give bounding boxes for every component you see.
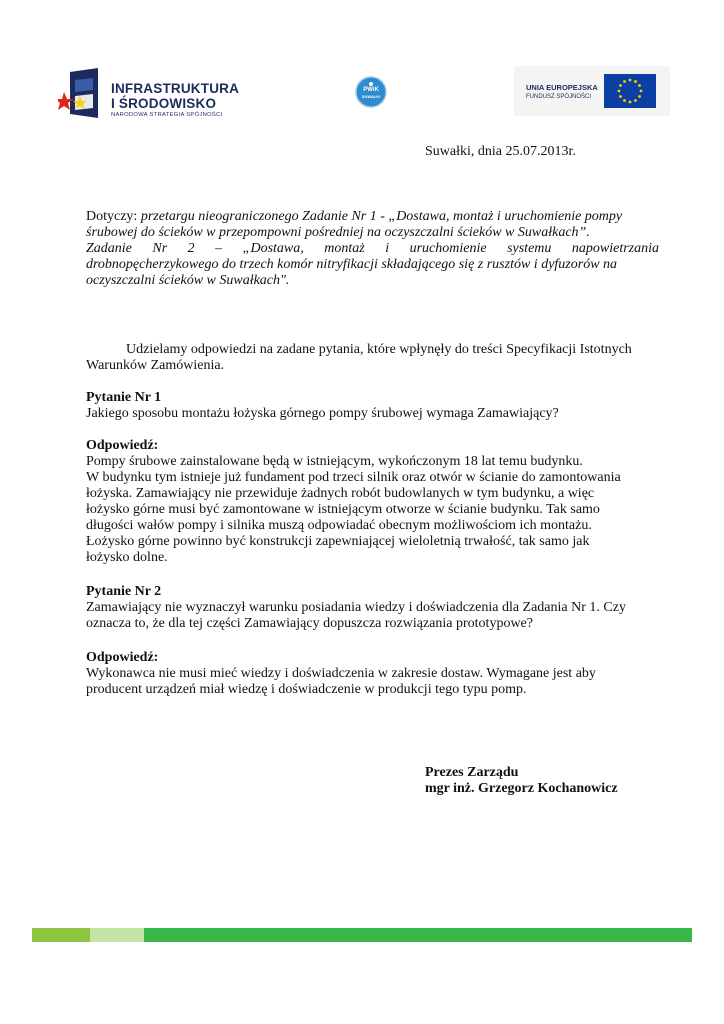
- footer-bar-middle: [90, 928, 144, 942]
- flag-star-icon: [58, 66, 108, 122]
- eu-star: [629, 79, 632, 82]
- eu-star: [629, 101, 632, 104]
- eu-star: [619, 95, 622, 98]
- subject-line-2: śrubowej do ścieków w przepompowni pośredniej na oczyszczalni ścieków w Suwałkach”.: [86, 225, 590, 240]
- signature-name: mgr inż. Grzegorz Kochanowicz: [425, 781, 618, 796]
- logo-unia-europejska: [514, 66, 670, 116]
- intro-line-2: Warunków Zamówienia.: [86, 358, 225, 373]
- eu-flag-icon: [604, 74, 656, 108]
- subject-prefix: Dotyczy:: [86, 209, 141, 224]
- intro-line-1: Udzielamy odpowiedzi na zadane pytania, które wpłynęły do treści Specyfikacji Istotnych: [126, 342, 632, 357]
- subject-line-1: [86, 209, 640, 226]
- question-1-heading: Pytanie Nr 1: [86, 390, 162, 405]
- eu-star: [634, 99, 637, 102]
- answer-2-line-2: producent urządzeń miał wiedzę i doświadczenie w produkcji tego typu pomp.: [86, 682, 527, 697]
- eu-star: [638, 84, 641, 87]
- footer-bar-left: [32, 928, 90, 942]
- question-1-text: Jakiego sposobu montażu łożyska górnego pompy śrubowej wymaga Zamawiający?: [86, 406, 559, 421]
- answer-1-heading: Odpowiedź:: [86, 438, 159, 453]
- eu-star: [623, 99, 626, 102]
- answer-1-line-4: łożysko górne musi być zamontowane w istniejącym otworze w ścianie budynku. Tak samo: [86, 502, 600, 517]
- answer-1-line-5: długości wałów pompy i silnika muszą odpowiadać obecnym możliwościom ich montażu.: [86, 518, 592, 533]
- footer-bar-right: [144, 928, 692, 942]
- logo-right-line2: FUNDUSZ SPÓJNOŚCI: [526, 94, 592, 100]
- eu-star: [623, 80, 626, 83]
- subject-text-1: przetargu nieograniczonego Zadanie Nr 1 - „Dostawa, montaż i uruchomienie pompy: [140, 209, 623, 224]
- answer-1-line-6: Łożysko górne powinno być konstrukcji zapewniającej wieloletnią trwałość, tak samo jak: [86, 534, 590, 549]
- question-2-heading: Pytanie Nr 2: [86, 584, 162, 599]
- logo-center-line2: SUWAŁKI: [361, 94, 381, 99]
- date-line: Suwałki, dnia 25.07.2013r.: [425, 144, 576, 159]
- logo-pwik: [355, 76, 387, 108]
- answer-2-line-1: Wykonawca nie musi mieć wiedzy i doświadczenia w zakresie dostaw. Wymagane jest aby: [86, 666, 596, 681]
- logo-left-line3: NARODOWA STRATEGIA SPÓJNOŚCI: [111, 112, 223, 118]
- logo-right-line1: UNIA EUROPEJSKA: [526, 83, 598, 92]
- answer-1-line-1: Pompy śrubowe zainstalowane będą w istniejącym, wykończonym 18 lat temu budynku.: [86, 454, 583, 469]
- signature-title: Prezes Zarządu: [425, 765, 519, 780]
- eu-star: [638, 95, 641, 98]
- logo-infrastruktura-srodowisko: [58, 66, 248, 122]
- question-2-line-1: Zamawiający nie wyznaczył warunku posiadania wiedzy i doświadczenia dla Zadania Nr 1. Czy: [86, 600, 626, 615]
- answer-1-line-7: łożysko dolne.: [86, 550, 168, 565]
- question-2-line-2: oznacza to, że dla tej części Zamawiający dopuszcza rozwiązania prototypowe?: [86, 616, 533, 631]
- subject-line-4: drobnopęcherzykowego do trzech komór nitryfikacji składającego się z rusztów i dyfuzorów na: [86, 257, 618, 272]
- answer-1-line-2: W budynku tym istnieje już fundament pod trzeci silnik oraz otwór w ścianie do zamontowania: [86, 470, 621, 485]
- subject-line-3: Zadanie Nr 2 – „Dostawa, montaż i uruchomienie systemu napowietrzania: [86, 241, 660, 256]
- eu-star: [618, 90, 621, 93]
- answer-2-heading: Odpowiedź:: [86, 650, 159, 665]
- logo-left-line2: I ŚRODOWISKO: [111, 96, 217, 111]
- eu-star: [619, 84, 622, 87]
- logo-left-line1: INFRASTRUKTURA: [111, 81, 240, 96]
- logo-center-line1: PWiK: [363, 87, 379, 93]
- answer-1-line-3: łożyska. Zamawiający nie przewiduje żadnych robót budowlanych w tym budynku, a więc: [86, 486, 595, 501]
- eu-star: [640, 90, 643, 93]
- subject-line-5: oczyszczalni ścieków w Suwałkach".: [86, 273, 290, 288]
- eu-star: [634, 80, 637, 83]
